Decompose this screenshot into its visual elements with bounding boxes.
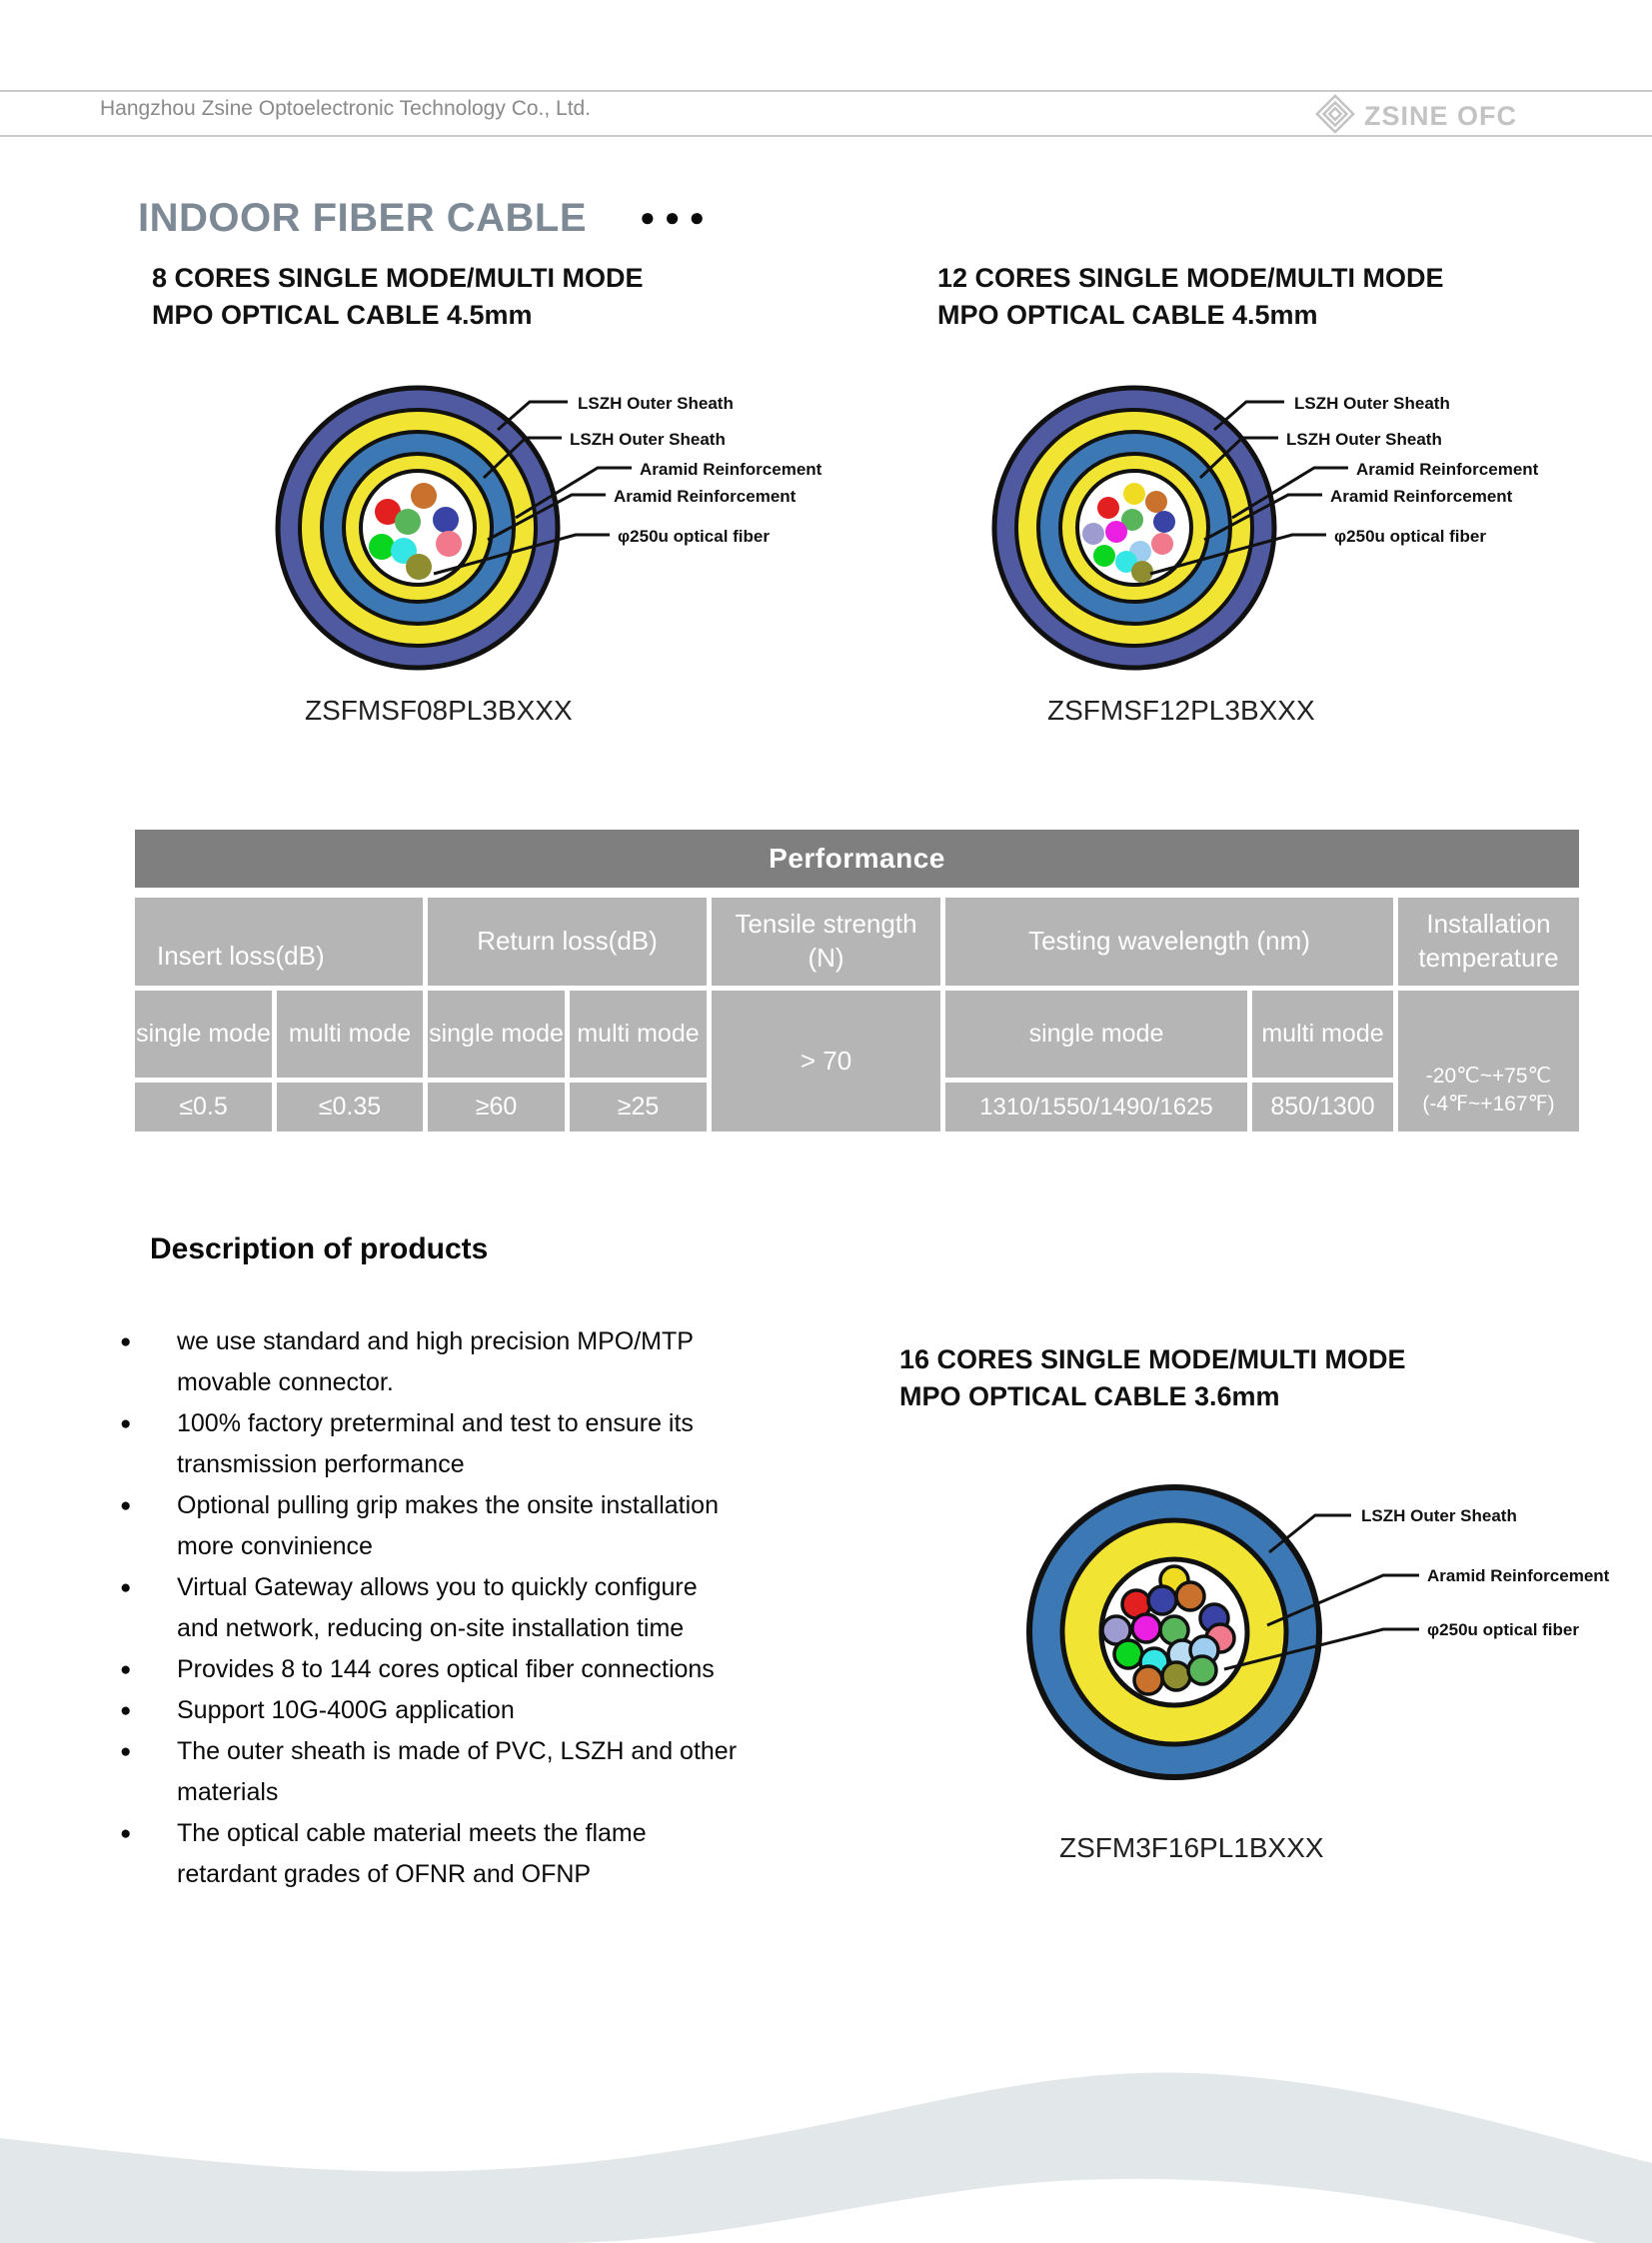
header-top-rule [0,90,1652,92]
product-12c-heading-line2: MPO OPTICAL CABLE 4.5mm [937,300,1318,330]
label-aramid-2: Aramid Reinforcement [614,487,797,506]
table-title: Performance [135,830,1579,888]
brand-logo-text: ZSINE OFC [1363,101,1517,131]
cable-16core-diagram [999,1447,1639,1812]
header-return-loss: Return loss(dB) [428,898,707,986]
value-insert-single: ≤0.5 [135,1083,272,1131]
label-optical-fiber: φ250u optical fiber [618,527,770,546]
product-16c-heading-line1: 16 CORES SINGLE MODE/MULTI MODE [899,1344,1406,1374]
header-testing-wavelength: Testing wavelength (nm) [945,898,1393,986]
subheader-insert-multi: multi mode [277,991,423,1078]
list-item: ● Provides 8 to 144 cores optical fiber connections [112,1649,871,1690]
label-optical-fiber: φ250u optical fiber [1334,527,1486,546]
list-item: ● Support 10G-400G application [112,1690,871,1731]
subheader-wavelength-multi: multi mode [1252,991,1393,1078]
list-item: ● Virtual Gateway allows you to quickly configure and network, reducing on-site installation time [112,1567,871,1649]
table-grid [135,898,1579,1131]
label-aramid-1: Aramid Reinforcement [640,460,823,479]
footer-wave-decoration [0,2043,1652,2243]
value-return-single: ≥60 [428,1083,565,1131]
list-item: ● Optional pulling grip makes the onsite installation more convinience [112,1485,871,1567]
value-wavelength-single: 1310/1550/1490/1625 [945,1083,1247,1131]
cable-8core-diagram [268,368,847,703]
page-title: INDOOR FIBER CABLE [138,196,587,240]
list-item: ● we use standard and high precision MPO/MTP movable connector. [112,1321,871,1403]
header-installation-temperature: Installation temperature [1398,898,1579,986]
product-12c-heading [937,260,1444,334]
value-installation-temperature: -20℃~+75℃ (-4℉~+167℉) [1398,991,1579,1131]
diamond-logo-icon [1314,93,1356,140]
value-return-multi: ≥25 [570,1083,707,1131]
company-name: Hangzhou Zsine Optoelectronic Technology Co., Ltd. [100,97,592,120]
model-number-12core: ZSFMSF12PL3BXXX [1047,695,1315,726]
subheader-return-multi: multi mode [570,991,707,1078]
label-aramid-2: Aramid Reinforcement [1330,487,1513,506]
header-tensile-strength: Tensile strength (N) [712,898,940,986]
label-lszh-outer-1: LSZH Outer Sheath [578,394,734,413]
model-number-16core: ZSFM3F16PL1BXXX [1059,1832,1324,1863]
performance-table [135,830,1579,1131]
subheader-wavelength-single: single mode [945,991,1247,1078]
subheader-insert-single: single mode [135,991,272,1078]
model-number-8core: ZSFMSF08PL3BXXX [305,695,573,726]
label-aramid: Aramid Reinforcement [1427,1566,1610,1585]
product-8c-heading [152,260,644,334]
product-8c-heading-line1: 8 CORES SINGLE MODE/MULTI MODE [152,263,644,293]
label-lszh-outer-1: LSZH Outer Sheath [1294,394,1450,413]
product-8c-heading-line2: MPO OPTICAL CABLE 4.5mm [152,300,533,330]
product-16c-heading-line2: MPO OPTICAL CABLE 3.6mm [899,1381,1280,1411]
label-lszh-outer-2: LSZH Outer Sheath [1286,430,1442,449]
title-dots-decoration: ●●● [640,202,715,232]
description-heading: Description of products [150,1232,489,1265]
list-item: ● 100% factory preterminal and test to ensure its transmission performance [112,1403,871,1485]
list-item: ● The outer sheath is made of PVC, LSZH and other materials [112,1731,871,1813]
value-insert-multi: ≤0.35 [277,1083,423,1131]
description-list [112,1321,871,1895]
product-12c-heading-line1: 12 CORES SINGLE MODE/MULTI MODE [937,263,1444,293]
brand-logo [1314,93,1517,140]
value-wavelength-multi: 850/1300 [1252,1083,1393,1131]
label-optical-fiber: φ250u optical fiber [1427,1620,1579,1639]
label-lszh-outer: LSZH Outer Sheath [1361,1506,1517,1525]
label-lszh-outer-2: LSZH Outer Sheath [570,430,726,449]
label-aramid-1: Aramid Reinforcement [1356,460,1539,479]
list-item: ● The optical cable material meets the flame retardant grades of OFNR and OFNP [112,1813,871,1895]
header-insert-loss: Insert loss(dB) [135,898,423,986]
subheader-return-single: single mode [428,991,565,1078]
value-tensile: > 70 [712,991,940,1131]
cable-12core-diagram [984,368,1564,703]
product-16c-heading [899,1341,1406,1415]
